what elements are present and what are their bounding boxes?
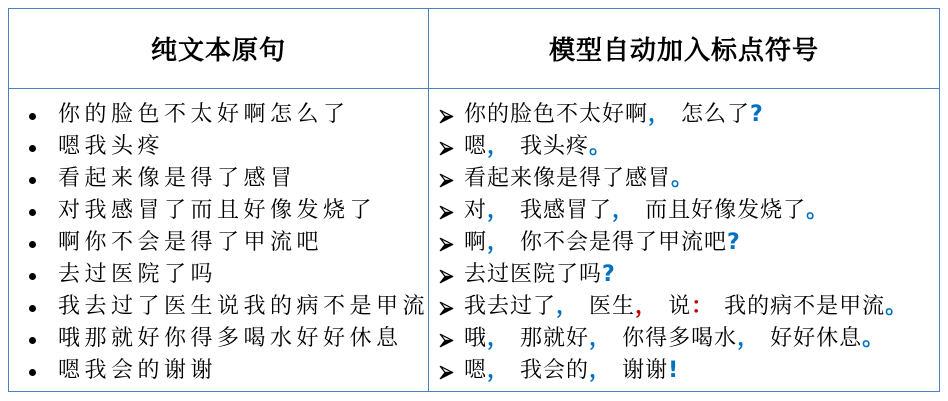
punctuated-sentence: [464, 227, 741, 259]
plain-sentence: 嗯我头疼: [58, 134, 165, 159]
inserted-punctuation: 。: [671, 166, 695, 191]
arrow-bullet-icon: [437, 299, 456, 318]
arrow-bullet-icon: [437, 235, 456, 254]
inserted-punctuation: ，: [487, 198, 511, 223]
sentence-text: 我感冒了: [520, 198, 613, 223]
dot-bullet-icon: [29, 273, 36, 280]
list-item: [9, 163, 428, 195]
punctuated-sentence: [464, 355, 679, 387]
inserted-punctuation: ，: [487, 358, 511, 383]
list-item: [9, 227, 428, 259]
plain-sentence: 去过医院了吗: [58, 262, 218, 287]
table-header-row: [9, 9, 939, 89]
inserted-punctuation: 。: [589, 134, 613, 159]
punctuated-sentence: [464, 131, 612, 163]
list-item: [9, 291, 428, 323]
inserted-punctuation: !: [668, 358, 680, 383]
sentence-text: 你得多喝水: [622, 326, 738, 351]
sentence-text: 去过医院了吗: [464, 262, 603, 287]
sentence-text: 嗯: [464, 358, 488, 383]
arrow-bullet-icon: [437, 203, 456, 222]
column-header-plain-text: 纯文本原句: [9, 9, 429, 88]
list-item: [429, 163, 939, 195]
sentence-text: 你不会是得了甲流吧: [520, 230, 728, 255]
dot-bullet-icon: [29, 241, 36, 248]
sentence-text: 我会的: [520, 358, 590, 383]
list-item: [9, 355, 428, 387]
sentence-text: 而且好像发烧了: [645, 198, 807, 223]
punctuated-sentence: [464, 291, 908, 323]
inserted-punctuation: ，: [648, 102, 672, 127]
sentence-text: 哦: [464, 326, 488, 351]
sentence-text: 谢谢: [622, 358, 669, 383]
list-item: [429, 195, 939, 227]
dot-bullet-icon: [29, 305, 36, 312]
sentence-text: 你的脸色不太好啊: [464, 102, 649, 127]
dot-bullet-icon: [29, 177, 36, 184]
plain-text-column: [9, 89, 429, 391]
inserted-punctuation: ：: [691, 294, 715, 319]
inserted-punctuation: ?: [750, 102, 764, 127]
list-item: [9, 195, 428, 227]
sentence-text: 对: [464, 198, 488, 223]
sentence-text: 啊: [464, 230, 488, 255]
dot-bullet-icon: [29, 145, 36, 152]
inserted-punctuation: ，: [589, 358, 613, 383]
punctuated-sentence: [464, 259, 616, 291]
list-item: [429, 99, 939, 131]
sentence-text: 好好休息: [770, 326, 863, 351]
sentence-text: 我头疼: [520, 134, 590, 159]
list-item: [9, 99, 428, 131]
sentence-text: 我的病不是甲流: [724, 294, 886, 319]
list-item: [429, 291, 939, 323]
dot-bullet-icon: [29, 209, 36, 216]
plain-sentence: 你的脸色不太好啊怎么了: [58, 102, 350, 127]
inserted-punctuation: 。: [806, 198, 830, 223]
punctuated-text-column: [429, 89, 939, 391]
arrow-bullet-icon: [437, 267, 456, 286]
list-item: [429, 323, 939, 355]
sentence-text: 那就好: [520, 326, 590, 351]
punctuated-sentence: [464, 195, 829, 227]
inserted-punctuation: 。: [862, 326, 886, 351]
list-item: [9, 131, 428, 163]
plain-sentence: 对我感冒了而且好像发烧了: [58, 198, 377, 223]
sentence-text: 看起来像是得了感冒: [464, 166, 672, 191]
inserted-punctuation: 。: [885, 294, 909, 319]
punctuated-sentence: [464, 323, 885, 355]
list-item: [429, 227, 939, 259]
inserted-punctuation: ，: [737, 326, 761, 351]
plain-sentence: 啊你不会是得了甲流吧: [58, 230, 324, 255]
dot-bullet-icon: [29, 337, 36, 344]
inserted-punctuation: ?: [727, 230, 741, 255]
list-item: [429, 355, 939, 387]
punctuation-comparison-table: [8, 8, 940, 392]
list-item: [9, 323, 428, 355]
sentence-text: 嗯: [464, 134, 488, 159]
sentence-text: 医生: [589, 294, 636, 319]
punctuated-sentence: [464, 99, 764, 131]
list-item: [9, 259, 428, 291]
dot-bullet-icon: [29, 113, 36, 120]
inserted-punctuation: ?: [602, 262, 616, 287]
plain-sentence: 看起来像是得了感冒: [58, 166, 297, 191]
dot-bullet-icon: [29, 369, 36, 376]
inserted-punctuation: ，: [487, 230, 511, 255]
plain-sentence: 哦那就好你得多喝水好好休息: [58, 326, 403, 351]
table-body-row: [9, 89, 939, 391]
inserted-punctuation: ，: [635, 294, 659, 319]
list-item: [429, 259, 939, 291]
arrow-bullet-icon: [437, 363, 456, 382]
plain-sentence: 嗯我会的谢谢: [58, 358, 218, 383]
arrow-bullet-icon: [437, 139, 456, 158]
column-header-model-punctuation: 模型自动加入标点符号: [548, 36, 819, 66]
arrow-bullet-icon: [437, 171, 456, 190]
sentence-text: 怎么了: [681, 102, 751, 127]
inserted-punctuation: ，: [487, 134, 511, 159]
inserted-punctuation: ，: [612, 198, 636, 223]
arrow-bullet-icon: [437, 107, 456, 126]
list-item: [429, 131, 939, 163]
sentence-text: 我去过了: [464, 294, 557, 319]
inserted-punctuation: ，: [589, 326, 613, 351]
arrow-bullet-icon: [437, 331, 456, 350]
inserted-punctuation: ，: [556, 294, 580, 319]
sentence-text: 说: [668, 294, 692, 319]
inserted-punctuation: ，: [487, 326, 511, 351]
punctuated-sentence: [464, 163, 694, 195]
plain-sentence: 我去过了医生说我的病不是甲流: [58, 294, 430, 319]
